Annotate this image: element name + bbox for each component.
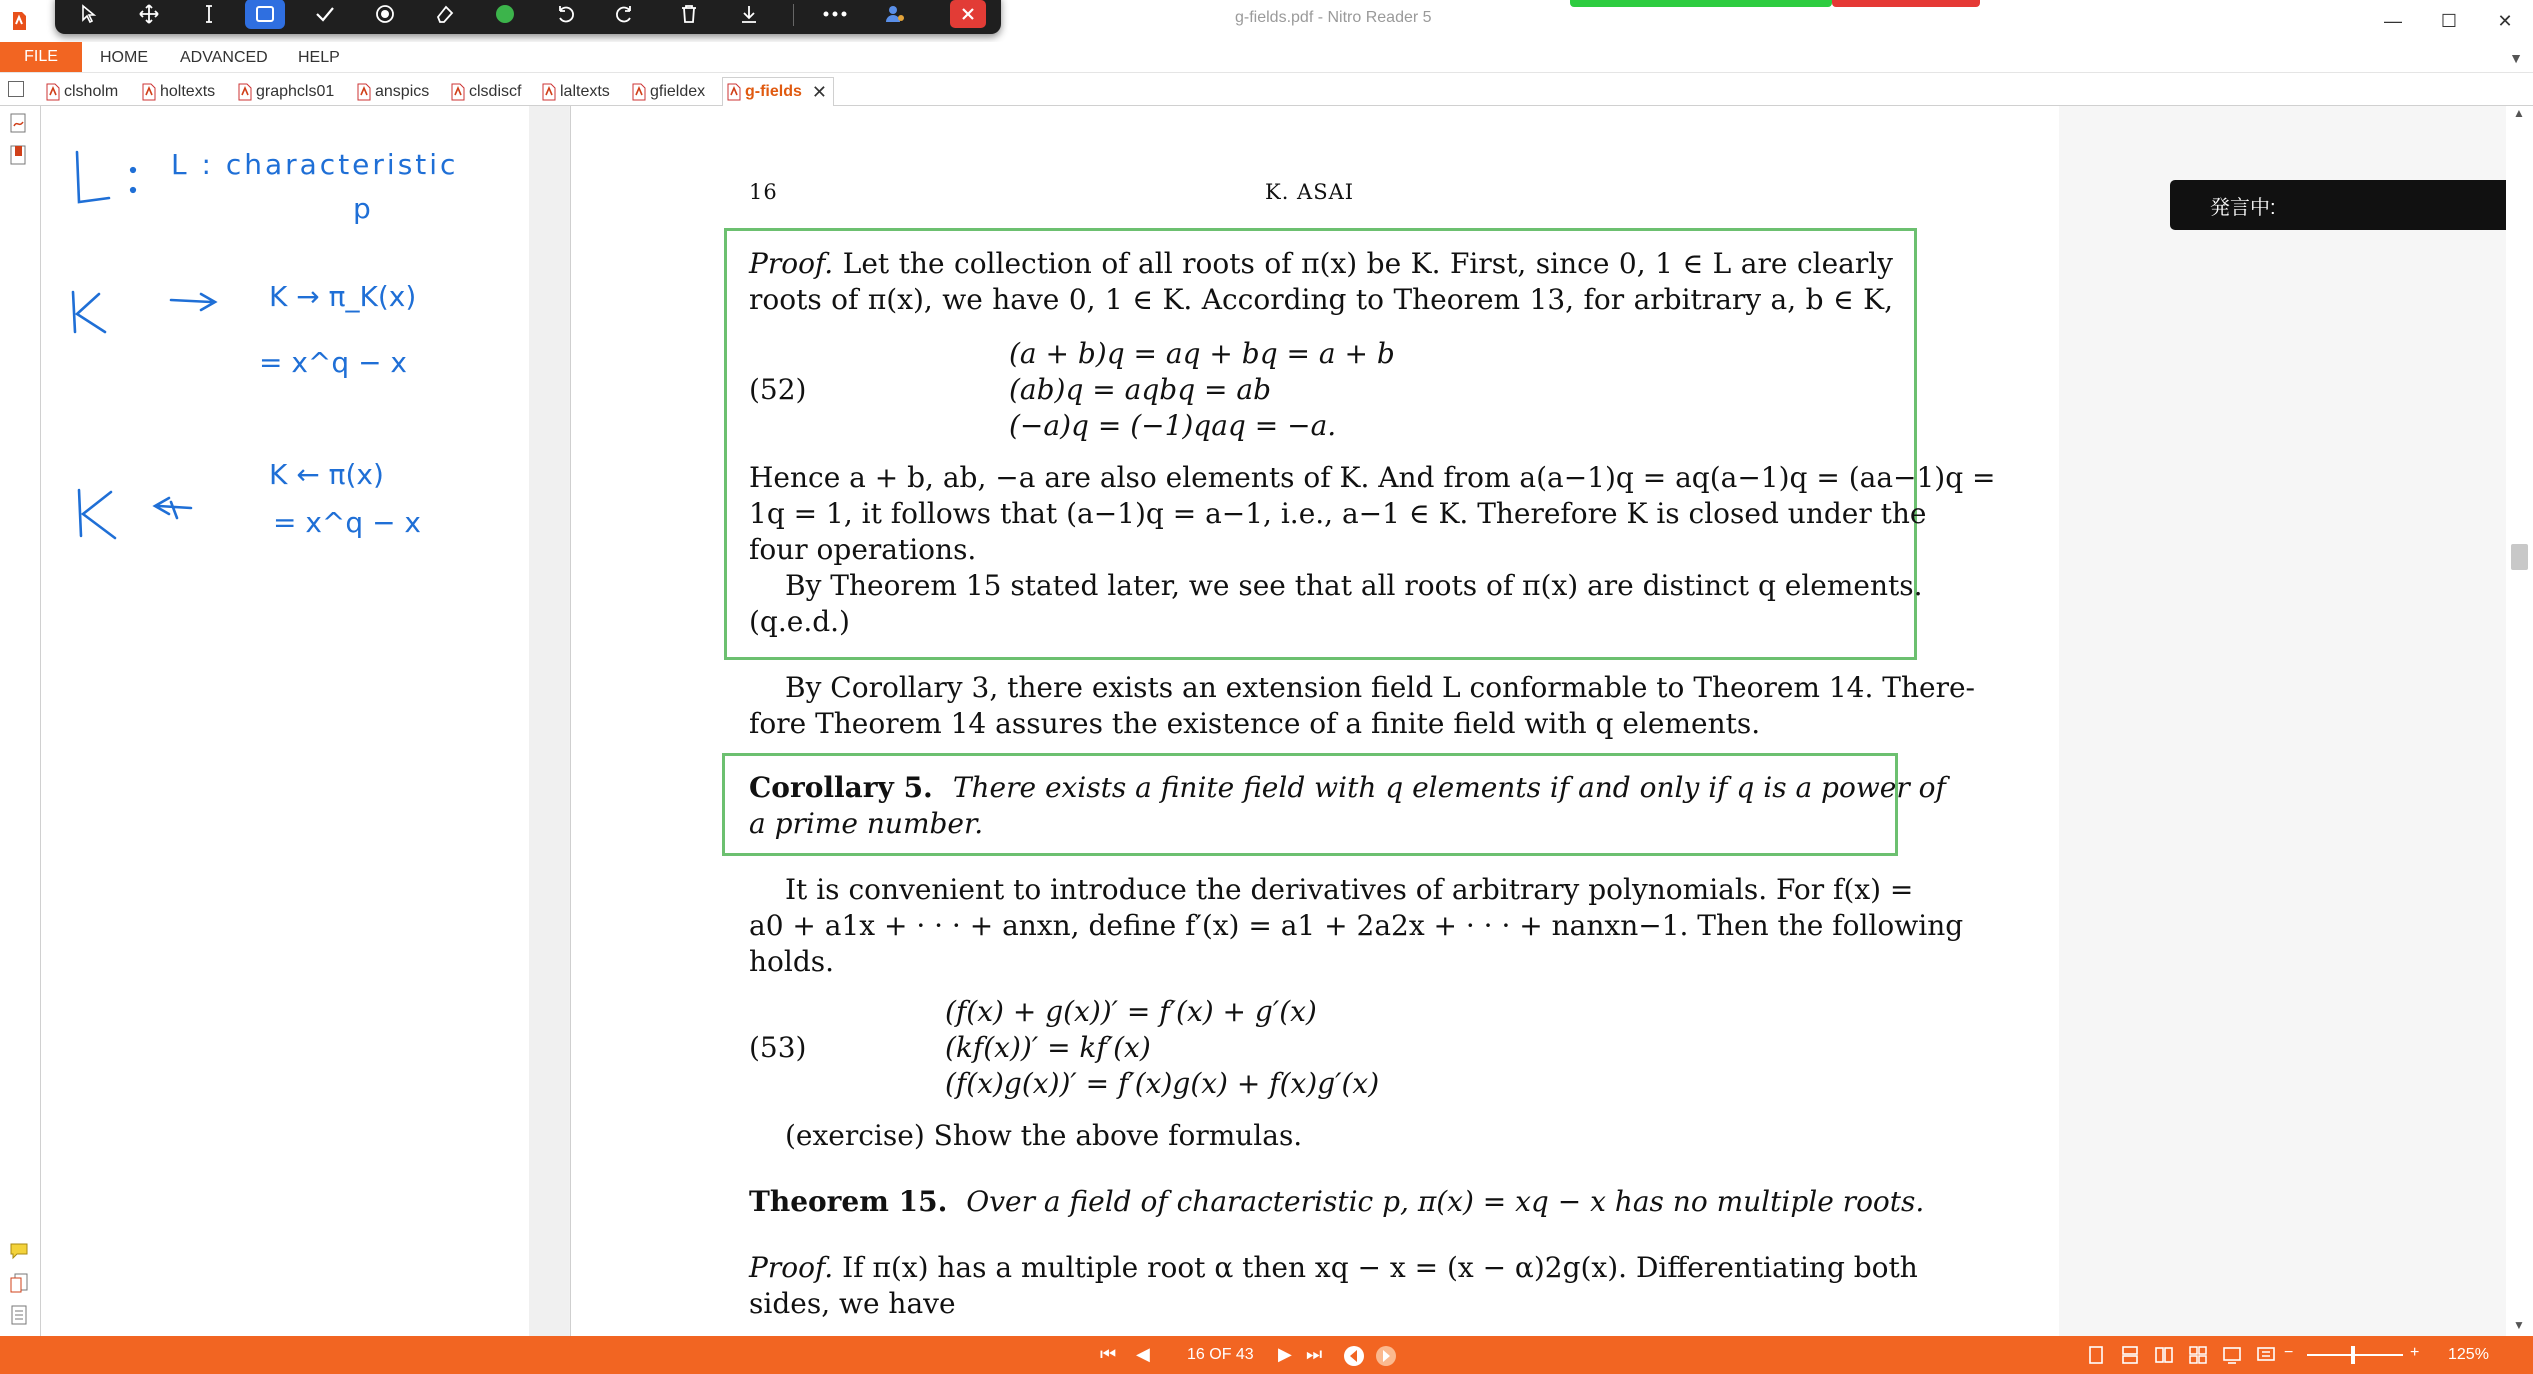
doc-tab-graphcls01[interactable]: [238, 79, 334, 105]
annotation-toolbar: [55, 0, 1001, 34]
proof1-line2: roots of π(x), we have 0, 1 ∈ K. According to Theorem 13, for arbitrary a, b ∈ K,: [749, 283, 1893, 316]
trash-icon: [679, 3, 699, 25]
status-bar: [0, 1336, 2533, 1374]
doc-tab-clsholm[interactable]: [46, 79, 118, 105]
theorem-label: Theorem 15.: [749, 1185, 948, 1218]
proof2-text: If π(x) has a multiple root α then xq − x = (x − α)2g(x). Differentiating both: [842, 1251, 1918, 1284]
exercise-line: (exercise) Show the above formulas.: [785, 1119, 1303, 1152]
equation-label-53: (53): [749, 1031, 807, 1064]
page-number: 16: [749, 180, 778, 204]
window-title: g-fields.pdf - Nitro Reader 5: [1235, 9, 1432, 26]
color-picker-button[interactable]: [485, 0, 525, 29]
note-pi-k: K → π_K(x): [269, 280, 417, 313]
page-indicator[interactable]: 16 OF 43: [1187, 1346, 1254, 1363]
attachments-icon[interactable]: [9, 1272, 29, 1294]
pdf-file-icon: [357, 83, 371, 101]
document-canvas[interactable]: [41, 106, 2506, 1336]
paragraph2-line3: holds.: [749, 945, 835, 978]
toolbar-divider: [793, 4, 794, 26]
corollary-line2: a prime number.: [749, 807, 984, 840]
proof1-line3: Hence a + b, ab, −a are also elements of K. And from a(a−1)q = aq(a−1)q = (aa−1)q =: [749, 461, 1996, 494]
user-share-icon: [884, 3, 906, 25]
vertical-scrollbar[interactable]: [2506, 106, 2533, 1336]
doc-tab-laltexts[interactable]: [542, 79, 610, 105]
rectangle-tool-button[interactable]: [245, 0, 285, 29]
text-tool-button[interactable]: [189, 0, 229, 29]
scroll-up-icon[interactable]: ▲: [2513, 106, 2525, 120]
note-xq-minus-x-2: = x^q − x: [273, 506, 421, 539]
chevron-down-icon[interactable]: ▼: [2509, 50, 2523, 66]
doc-tab-label: graphcls01: [256, 83, 335, 100]
zoom-level[interactable]: 125%: [2448, 1346, 2489, 1363]
go-back-icon[interactable]: [1342, 1344, 1366, 1368]
tab-home[interactable]: HOME: [100, 49, 148, 66]
proof2-label: Proof.: [749, 1251, 834, 1284]
paragraph2-line1: It is convenient to introduce the derivatives of arbitrary polynomials. For f(x) =: [785, 873, 1914, 906]
page-panel-icon[interactable]: [8, 81, 24, 97]
doc-tab-holtexts[interactable]: [142, 79, 215, 105]
pdf-file-icon: [238, 83, 252, 101]
proof1-text: Let the collection of all roots of π(x) be K. First, since 0, 1 ∈ L are clearly: [842, 247, 1894, 280]
note-p: p: [353, 192, 371, 225]
more-dots-icon: [822, 9, 848, 19]
zoom-slider-thumb[interactable]: [2351, 1346, 2355, 1364]
gutter: [529, 106, 569, 1336]
corollary-text: There exists a finite field with q elements if and only if q is a power of: [952, 771, 1946, 804]
bookmark-icon[interactable]: [9, 144, 29, 166]
equation-53-line1: (f(x) + g(x))′ = f′(x) + g′(x): [945, 995, 1317, 1028]
pdf-page: [570, 106, 2060, 1336]
doc-tab-label: clsdiscf: [469, 83, 522, 100]
continuous-view-icon[interactable]: [2120, 1345, 2140, 1365]
equation-53-line2: (kf(x))′ = kf′(x): [945, 1031, 1151, 1064]
doc-tab-g-fields[interactable]: [722, 77, 834, 107]
window-controls: [2365, 0, 2533, 42]
proof1-line6: By Theorem 15 stated later, we see that all roots of π(x) are distinct q elements.: [785, 569, 1923, 602]
doc-tab-label: holtexts: [160, 83, 216, 100]
note-characteristic: L : characteristic: [171, 148, 459, 181]
green-color-swatch-icon: [494, 3, 516, 25]
progress-bar-green: [1570, 0, 1832, 7]
scrollbar-thumb[interactable]: [2511, 544, 2528, 570]
ribbon-menu: [0, 42, 2533, 73]
proof2-line1: [749, 1250, 1918, 1286]
facing-continuous-view-icon[interactable]: [2188, 1345, 2208, 1365]
left-panel-bar: [0, 106, 41, 1336]
rectangle-icon: [254, 4, 276, 24]
signature-icon[interactable]: [9, 112, 29, 134]
tab-help[interactable]: HELP: [298, 49, 340, 66]
maximize-button[interactable]: ☐: [2440, 10, 2458, 31]
theorem-15: [749, 1184, 1924, 1220]
facing-view-icon[interactable]: [2154, 1345, 2174, 1365]
first-page-icon[interactable]: ⏮: [1100, 1344, 1117, 1364]
nitro-logo-icon: [10, 10, 28, 32]
paragraph2-line2: a0 + a1x + · · · + anxn, define f′(x) = a1 + 2a2x + · · · + nanxn−1. Then the following: [749, 909, 1964, 942]
pan-tool-button[interactable]: [129, 0, 169, 29]
close-toolbar-button[interactable]: [950, 0, 986, 28]
minimize-button[interactable]: —: [2384, 10, 2402, 31]
redo-icon: [614, 3, 636, 25]
single-page-view-icon[interactable]: [2086, 1345, 2106, 1365]
tab-advanced[interactable]: ADVANCED: [180, 49, 268, 66]
doc-tab-label: clsholm: [64, 83, 119, 100]
pages-icon[interactable]: [9, 1304, 29, 1326]
doc-tab-clsdiscf[interactable]: [451, 79, 521, 105]
doc-tab-label: laltexts: [560, 83, 610, 100]
stamp-tool-button[interactable]: [365, 0, 405, 29]
proof-label: Proof.: [749, 247, 834, 280]
proof1-line4: 1q = 1, it follows that (a−1)q = a−1, i.e., a−1 ∈ K. Therefore K is closed under the: [749, 497, 1927, 530]
doc-tab-label: anspics: [375, 83, 430, 100]
pdf-file-icon: [142, 83, 156, 101]
go-forward-icon[interactable]: [1374, 1344, 1398, 1368]
equation-label-52: (52): [749, 373, 807, 406]
select-tool-button[interactable]: [69, 0, 109, 29]
equation-52-line2: (ab)q = aqbq = ab: [1009, 373, 1271, 406]
note-pi-x: K ← π(x): [269, 458, 384, 491]
fit-page-icon[interactable]: [2256, 1345, 2276, 1365]
proof2-line2: sides, we have: [749, 1287, 956, 1320]
note-xq-minus-x-1: = x^q − x: [259, 346, 407, 379]
text-cursor-icon: [199, 3, 219, 25]
handwritten-notes-area[interactable]: [41, 106, 529, 1336]
pdf-file-icon: [542, 83, 556, 101]
zoom-out-button[interactable]: −: [2284, 1344, 2294, 1361]
document-tabs: [0, 73, 2533, 106]
doc-tab-anspics[interactable]: [357, 79, 429, 105]
proof1-line1: [749, 246, 1893, 282]
delete-button[interactable]: [669, 0, 709, 29]
pdf-file-icon: [46, 83, 60, 101]
running-head: K. ASAI: [1265, 180, 1355, 204]
more-options-button[interactable]: [815, 0, 855, 29]
doc-tab-label: gfieldex: [650, 83, 706, 100]
pdf-file-icon: [451, 83, 465, 101]
theorem-text: Over a field of characteristic p, π(x) = xq − x has no multiple roots.: [966, 1185, 1925, 1218]
zoom-slider-track[interactable]: [2307, 1354, 2403, 1356]
file-menu-button[interactable]: FILE: [0, 42, 82, 72]
save-download-button[interactable]: [729, 0, 769, 29]
redo-button[interactable]: [605, 0, 645, 29]
corollary-line1: [749, 770, 1946, 806]
next-page-icon[interactable]: ▶: [1278, 1344, 1292, 1364]
previous-page-icon[interactable]: ◀: [1136, 1344, 1150, 1364]
equation-52-line1: (a + b)q = aq + bq = a + b: [1009, 337, 1395, 370]
equation-53-line3: (f(x)g(x))′ = f′(x)g(x) + f(x)g′(x): [945, 1067, 1380, 1100]
corollary-label: Corollary 5.: [749, 771, 933, 804]
download-icon: [738, 3, 760, 25]
undo-button[interactable]: [545, 0, 585, 29]
check-tool-button[interactable]: [305, 0, 345, 29]
doc-tab-label: g-fields: [745, 83, 802, 100]
close-tab-icon[interactable]: ✕: [811, 81, 827, 102]
cursor-arrow-icon: [79, 4, 99, 24]
eraser-tool-button[interactable]: [425, 0, 465, 29]
speaking-indicator: 発言中:: [2170, 180, 2512, 230]
proof1-line5: four operations.: [749, 533, 977, 566]
stamp-icon: [374, 3, 396, 25]
right-margin-area: [2059, 106, 2506, 1336]
pdf-file-icon: [727, 83, 741, 101]
paragraph1-line2: fore Theorem 14 assures the existence of a finite field with q elements.: [749, 707, 1761, 740]
share-button[interactable]: [875, 0, 915, 29]
checkmark-icon: [314, 4, 336, 24]
pdf-file-icon: [632, 83, 646, 101]
progress-bar-red: [1832, 0, 1980, 7]
proof1-qed: (q.e.d.): [749, 605, 850, 638]
equation-52-line3: (−a)q = (−1)qaq = −a.: [1009, 409, 1337, 442]
scroll-down-icon[interactable]: ▼: [2513, 1318, 2525, 1332]
fit-width-icon[interactable]: [2222, 1345, 2242, 1365]
undo-icon: [554, 3, 576, 25]
eraser-icon: [434, 3, 456, 25]
zoom-in-button[interactable]: +: [2410, 1344, 2420, 1361]
move-icon: [138, 3, 160, 25]
paragraph1-line1: By Corollary 3, there exists an extension field L conformable to Theorem 14. There-: [785, 671, 1975, 704]
close-icon: [960, 6, 976, 22]
last-page-icon[interactable]: ⏭: [1306, 1344, 1323, 1364]
comments-icon[interactable]: [9, 1240, 29, 1262]
doc-tab-gfieldex[interactable]: [632, 79, 705, 105]
close-window-button[interactable]: ✕: [2497, 10, 2513, 31]
